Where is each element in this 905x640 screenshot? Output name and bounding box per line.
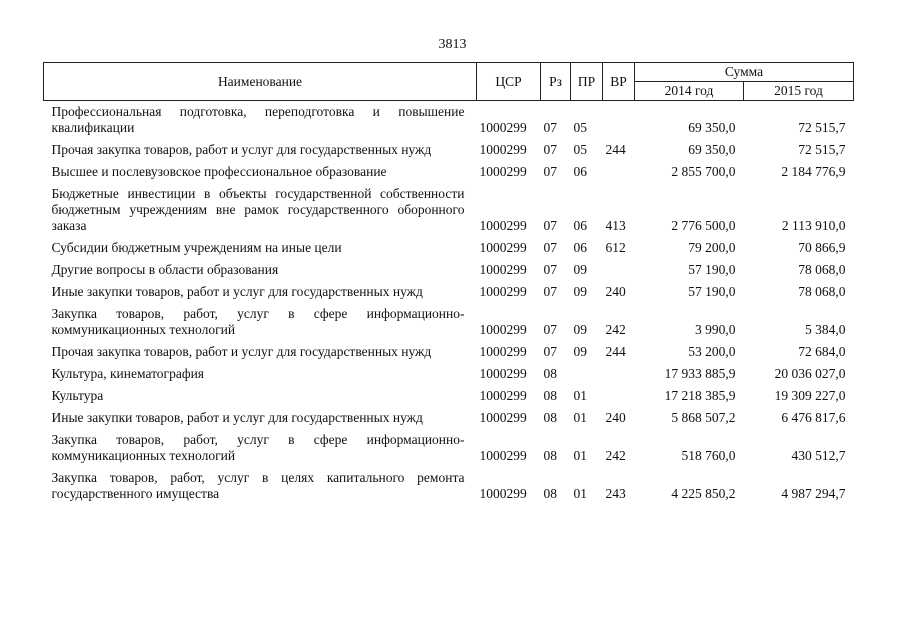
row-vr [603, 259, 635, 281]
table-row [44, 101, 854, 140]
row-pr: 01 [573, 448, 587, 463]
row-name: Иные закупки товаров, работ и услуг для государственных нужд [51, 284, 423, 299]
row-sum-2014: 5 868 507,2 [671, 410, 736, 425]
row-csr: 1000299 [479, 120, 527, 135]
row-pr: 01 [573, 410, 587, 425]
row-name: Бюджетные инвестиции в объекты государственной собственности бюджетным учреждениям вне рамок государственного оборонного заказа [51, 186, 465, 233]
row-vr [603, 161, 635, 183]
table-row [44, 281, 854, 303]
row-pr: 06 [573, 218, 587, 233]
row-sum-2014: 2 855 700,0 [671, 164, 736, 179]
row-csr: 1000299 [479, 366, 527, 381]
row-rz: 07 [543, 164, 557, 179]
row-rz: 08 [543, 486, 557, 501]
row-csr: 1000299 [479, 410, 527, 425]
row-sum-2015: 72 684,0 [798, 344, 846, 359]
row-csr: 1000299 [479, 284, 527, 299]
row-csr: 1000299 [479, 164, 527, 179]
row-vr: 243 [605, 486, 626, 501]
row-name: Высшее и послевузовское профессиональное образование [51, 164, 387, 179]
row-sum-2015: 4 987 294,7 [781, 486, 846, 501]
page-number: 3813 [438, 37, 467, 52]
row-rz: 08 [543, 366, 557, 381]
row-sum-2014: 17 218 385,9 [664, 388, 736, 403]
row-csr: 1000299 [479, 388, 527, 403]
header-year-2015: 2015 год [744, 82, 854, 101]
row-sum-2014: 69 350,0 [688, 120, 736, 135]
row-name: Культура [51, 388, 104, 403]
row-sum-2014: 4 225 850,2 [671, 486, 736, 501]
row-sum-2015: 78 068,0 [798, 262, 846, 277]
row-sum-2014: 79 200,0 [688, 240, 736, 255]
row-rz: 07 [543, 262, 557, 277]
row-sum-2015: 20 036 027,0 [774, 366, 846, 381]
row-rz: 07 [543, 240, 557, 255]
header-name: Наименование [44, 63, 477, 101]
row-name: Закупка товаров, работ, услуг в сфере информационно-коммуникационных технологий [51, 306, 465, 337]
row-vr: 242 [605, 322, 626, 337]
row-sum-2014: 2 776 500,0 [671, 218, 736, 233]
row-vr [603, 101, 635, 140]
row-csr: 1000299 [479, 322, 527, 337]
table-row [44, 385, 854, 407]
row-csr: 1000299 [479, 448, 527, 463]
row-rz: 07 [543, 344, 557, 359]
row-pr: 09 [573, 344, 587, 359]
row-vr: 244 [605, 142, 626, 157]
row-name: Иные закупки товаров, работ и услуг для государственных нужд [51, 410, 423, 425]
table-body [44, 101, 854, 506]
row-name: Закупка товаров, работ, услуг в сфере информационно-коммуникационных технологий [51, 432, 465, 463]
row-vr: 242 [605, 448, 626, 463]
header-sum: Сумма [635, 63, 854, 82]
budget-table [43, 62, 854, 505]
row-sum-2015: 72 515,7 [798, 142, 846, 157]
row-rz: 08 [543, 410, 557, 425]
row-rz: 07 [543, 218, 557, 233]
row-sum-2015: 2 113 910,0 [781, 218, 846, 233]
row-sum-2015: 72 515,7 [798, 120, 846, 135]
row-csr: 1000299 [479, 486, 527, 501]
row-csr: 1000299 [479, 262, 527, 277]
row-name: Субсидии бюджетным учреждениям на иные цели [51, 240, 342, 255]
row-sum-2014: 17 933 885,9 [664, 366, 736, 381]
row-sum-2014: 53 200,0 [688, 344, 736, 359]
row-sum-2014: 518 760,0 [681, 448, 736, 463]
header-vr: ВР [603, 63, 635, 101]
row-name: Культура, кинематография [51, 366, 205, 381]
table-row [44, 363, 854, 385]
row-rz: 08 [543, 388, 557, 403]
row-sum-2015: 70 866,9 [798, 240, 846, 255]
header-year-2014: 2014 год [635, 82, 744, 101]
table-row [44, 429, 854, 467]
table-row [44, 259, 854, 281]
table-row [44, 237, 854, 259]
row-pr [571, 363, 603, 385]
row-csr: 1000299 [479, 142, 527, 157]
row-name: Прочая закупка товаров, работ и услуг для государственных нужд [51, 344, 432, 359]
row-vr: 244 [605, 344, 626, 359]
table-row [44, 407, 854, 429]
row-vr: 240 [605, 410, 626, 425]
row-name: Закупка товаров, работ, услуг в целях капитального ремонта государственного имущества [51, 470, 465, 501]
header-pr: ПР [571, 63, 603, 101]
row-rz: 07 [543, 120, 557, 135]
row-pr: 09 [573, 322, 587, 337]
table-row [44, 183, 854, 237]
header-rz: Рз [541, 63, 571, 101]
row-sum-2015: 2 184 776,9 [781, 164, 846, 179]
row-vr: 413 [605, 218, 626, 233]
row-pr: 09 [573, 262, 587, 277]
table-row [44, 467, 854, 505]
row-pr: 01 [573, 486, 587, 501]
row-csr: 1000299 [479, 240, 527, 255]
row-pr: 09 [573, 284, 587, 299]
row-rz: 07 [543, 284, 557, 299]
row-sum-2014: 3 990,0 [695, 322, 736, 337]
row-pr: 06 [573, 240, 587, 255]
row-vr [603, 363, 635, 385]
row-sum-2015: 19 309 227,0 [774, 388, 846, 403]
row-pr: 01 [573, 388, 587, 403]
row-name: Профессиональная подготовка, переподготовка и повышение квалификации [51, 104, 465, 135]
row-sum-2015: 78 068,0 [798, 284, 846, 299]
row-sum-2014: 69 350,0 [688, 142, 736, 157]
row-pr: 05 [573, 120, 587, 135]
row-vr [603, 385, 635, 407]
header-csr: ЦСР [477, 63, 541, 101]
row-name: Прочая закупка товаров, работ и услуг для государственных нужд [51, 142, 432, 157]
row-vr: 240 [605, 284, 626, 299]
row-sum-2015: 5 384,0 [805, 322, 846, 337]
row-pr: 06 [573, 164, 587, 179]
row-pr: 05 [573, 142, 587, 157]
table-row [44, 161, 854, 183]
table-row [44, 139, 854, 161]
row-csr: 1000299 [479, 344, 527, 359]
row-csr: 1000299 [479, 218, 527, 233]
row-sum-2015: 430 512,7 [791, 448, 846, 463]
row-sum-2014: 57 190,0 [688, 284, 736, 299]
row-sum-2014: 57 190,0 [688, 262, 736, 277]
table-row [44, 341, 854, 363]
row-sum-2015: 6 476 817,6 [781, 410, 846, 425]
row-rz: 07 [543, 142, 557, 157]
row-rz: 08 [543, 448, 557, 463]
row-rz: 07 [543, 322, 557, 337]
row-name: Другие вопросы в области образования [51, 262, 279, 277]
table-row [44, 303, 854, 341]
row-vr: 612 [605, 240, 626, 255]
